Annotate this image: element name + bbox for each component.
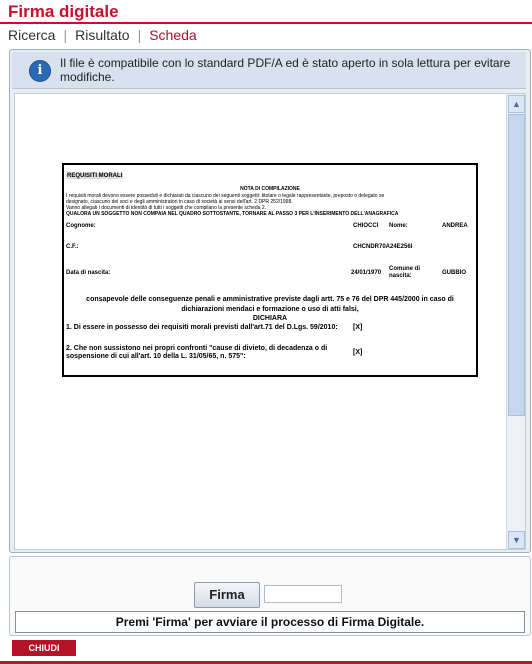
status-message: Premi 'Firma' per avviare il processo di Firma Digitale. [15,611,525,633]
dichiara-heading: DICHIARA [252,315,288,322]
title-divider [0,22,532,24]
info-message: Il file è compatibile con lo standard PDF/A ed è stato aperto in sola lettura per evitare modifiche. [60,56,511,84]
nome-label: Nome: [389,223,408,229]
pin-input[interactable] [264,585,342,603]
requirement-item-1-mark: [X] [353,324,363,331]
scroll-up-icon[interactable]: ▲ [508,95,525,113]
requirement-item-2-cont: sospensione di cui all'art. 10 della L. 31/05/65, n. 575": [66,353,246,360]
tab-scheda[interactable]: Scheda [149,27,197,43]
requirement-item-1: 1. Di essere in possesso dei requisiti morali previsti dall'art.71 del D.Lgs. 59/2010: [66,324,338,331]
scroll-down-icon[interactable]: ▼ [508,531,525,549]
nota-line: QUALORA UN SOGGETTO NON COMPAIA NEL QUADRO SOTTOSTANTE, TORNARE AL PASSO 3 PER L'INSERIMENTO DELL'ANAGRAFICA [66,211,399,217]
nascita-value: 24/01/1970 [351,270,382,276]
tab-separator: | [63,27,68,43]
firma-button[interactable]: Firma [194,582,260,608]
cognome-label: Cognome: [66,223,96,229]
nota-line: Vanno allegati i documenti di identità di tutti i soggetti che compilano la presente scheda 2. [66,205,267,211]
comune-label: Comune di nascita: [389,266,420,279]
consapevole-line: dichiarazioni mendaci e formazione o uso di atti falsi, [181,306,359,313]
nome-value: ANDREA [442,223,468,229]
signature-panel [9,556,531,636]
nota-line: designato, ciascuno dei soci e degli amministratori in caso di società ai sensi dell'art. 2 DPR 252/1998. [66,199,293,205]
tab-separator: | [137,27,142,43]
consapevole-line: consapevole delle conseguenze penali e amministrative previste dagli artt. 75 e 76 del DPR 445/2000 in caso di [86,296,454,303]
pdf-page [62,163,478,377]
cf-label: C.F.: [66,244,79,250]
pdf-viewer[interactable] [14,93,526,550]
scrollbar-thumb[interactable] [508,114,525,416]
requirement-item-2: 2. Che non sussistono nei propri confronti "cause di divieto, di decadenza o di [66,345,328,352]
nota-line: I requisiti morali devono essere posseduti e dichiarati da ciascuno dei seguenti soggetti: titolare o legale rappresentante, preposto o delegato se [66,193,385,199]
document-frame [9,49,531,553]
section-title: REQUISITI MORALI [67,173,123,179]
cf-value: CHCNDR70A24E256I [353,244,413,250]
requirement-item-2-mark: [X] [353,349,363,356]
breadcrumb-tabs [8,27,197,43]
info-icon: i [29,60,51,82]
comune-value: GUBBIO [442,270,466,276]
chiudi-button[interactable]: CHIUDI [12,640,76,656]
tab-ricerca[interactable]: Ricerca [8,27,56,43]
tab-risultato[interactable]: Risultato [75,27,130,43]
app-title: Firma digitale [8,2,119,21]
cognome-value: CHIOCCI [353,223,379,229]
nascita-label: Data di nascita: [66,270,111,276]
info-notification-bar [12,52,526,89]
nota-title: NOTA DI COMPILAZIONE [240,186,300,192]
vertical-scrollbar[interactable] [506,94,525,549]
